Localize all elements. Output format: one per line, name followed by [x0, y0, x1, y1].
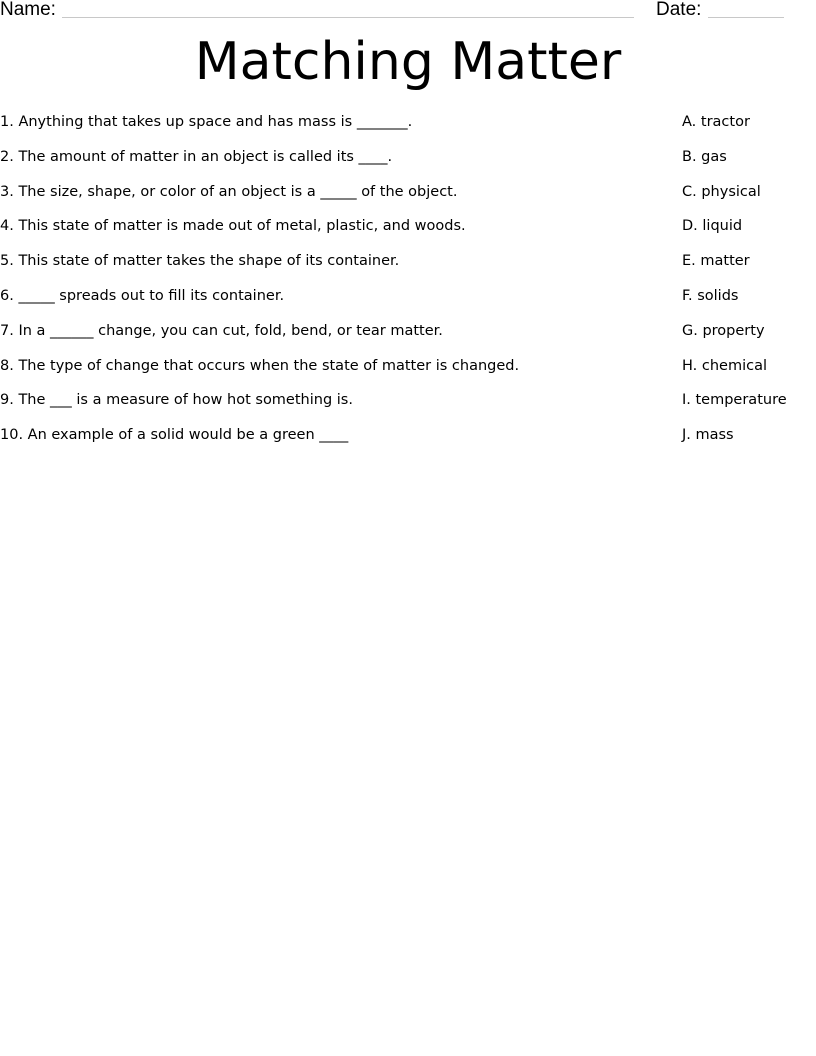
- clue-item: 8. The type of change that occurs when the state of matter is changed.: [0, 357, 520, 374]
- answer-list: [682, 112, 816, 460]
- clue-item: 3. The size, shape, or color of an object is a _____ of the object.: [0, 183, 458, 200]
- clue-item: 2. The amount of matter in an object is called its ____.: [0, 148, 393, 165]
- clue-item: 10. An example of a solid would be a green ____: [0, 427, 349, 444]
- answer-item: C. physical: [682, 183, 761, 200]
- answer-item: B. gas: [682, 148, 727, 165]
- answer-item: A. tractor: [682, 114, 750, 130]
- answer-item: D. liquid: [682, 218, 743, 235]
- clue-item: 1. Anything that takes up space and has mass is _______.: [0, 114, 413, 130]
- clue-item: 6. _____ spreads out to fill its container.: [0, 287, 285, 304]
- date-field-line: [708, 17, 784, 18]
- clue-item: 7. In a ______ change, you can cut, fold, bend, or tear matter.: [0, 322, 443, 339]
- clue-item: 4. This state of matter is made out of metal, plastic, and woods.: [0, 218, 466, 235]
- name-label: Name:: [0, 0, 56, 20]
- answer-item: I. temperature: [682, 392, 787, 409]
- page-title: Matching Matter: [194, 32, 622, 92]
- clue-item: 9. The ___ is a measure of how hot something is.: [0, 392, 353, 409]
- date-label: Date:: [656, 0, 702, 20]
- worksheet-header: [0, 0, 816, 26]
- answer-item: F. solids: [682, 287, 739, 304]
- clue-item: 5. This state of matter takes the shape of its container.: [0, 253, 400, 270]
- answer-item: H. chemical: [682, 357, 767, 374]
- answer-item: G. property: [682, 322, 765, 339]
- answer-item: J. mass: [682, 427, 734, 444]
- answer-item: E. matter: [682, 253, 750, 270]
- name-field-line: [62, 17, 634, 18]
- clue-list: [0, 112, 660, 460]
